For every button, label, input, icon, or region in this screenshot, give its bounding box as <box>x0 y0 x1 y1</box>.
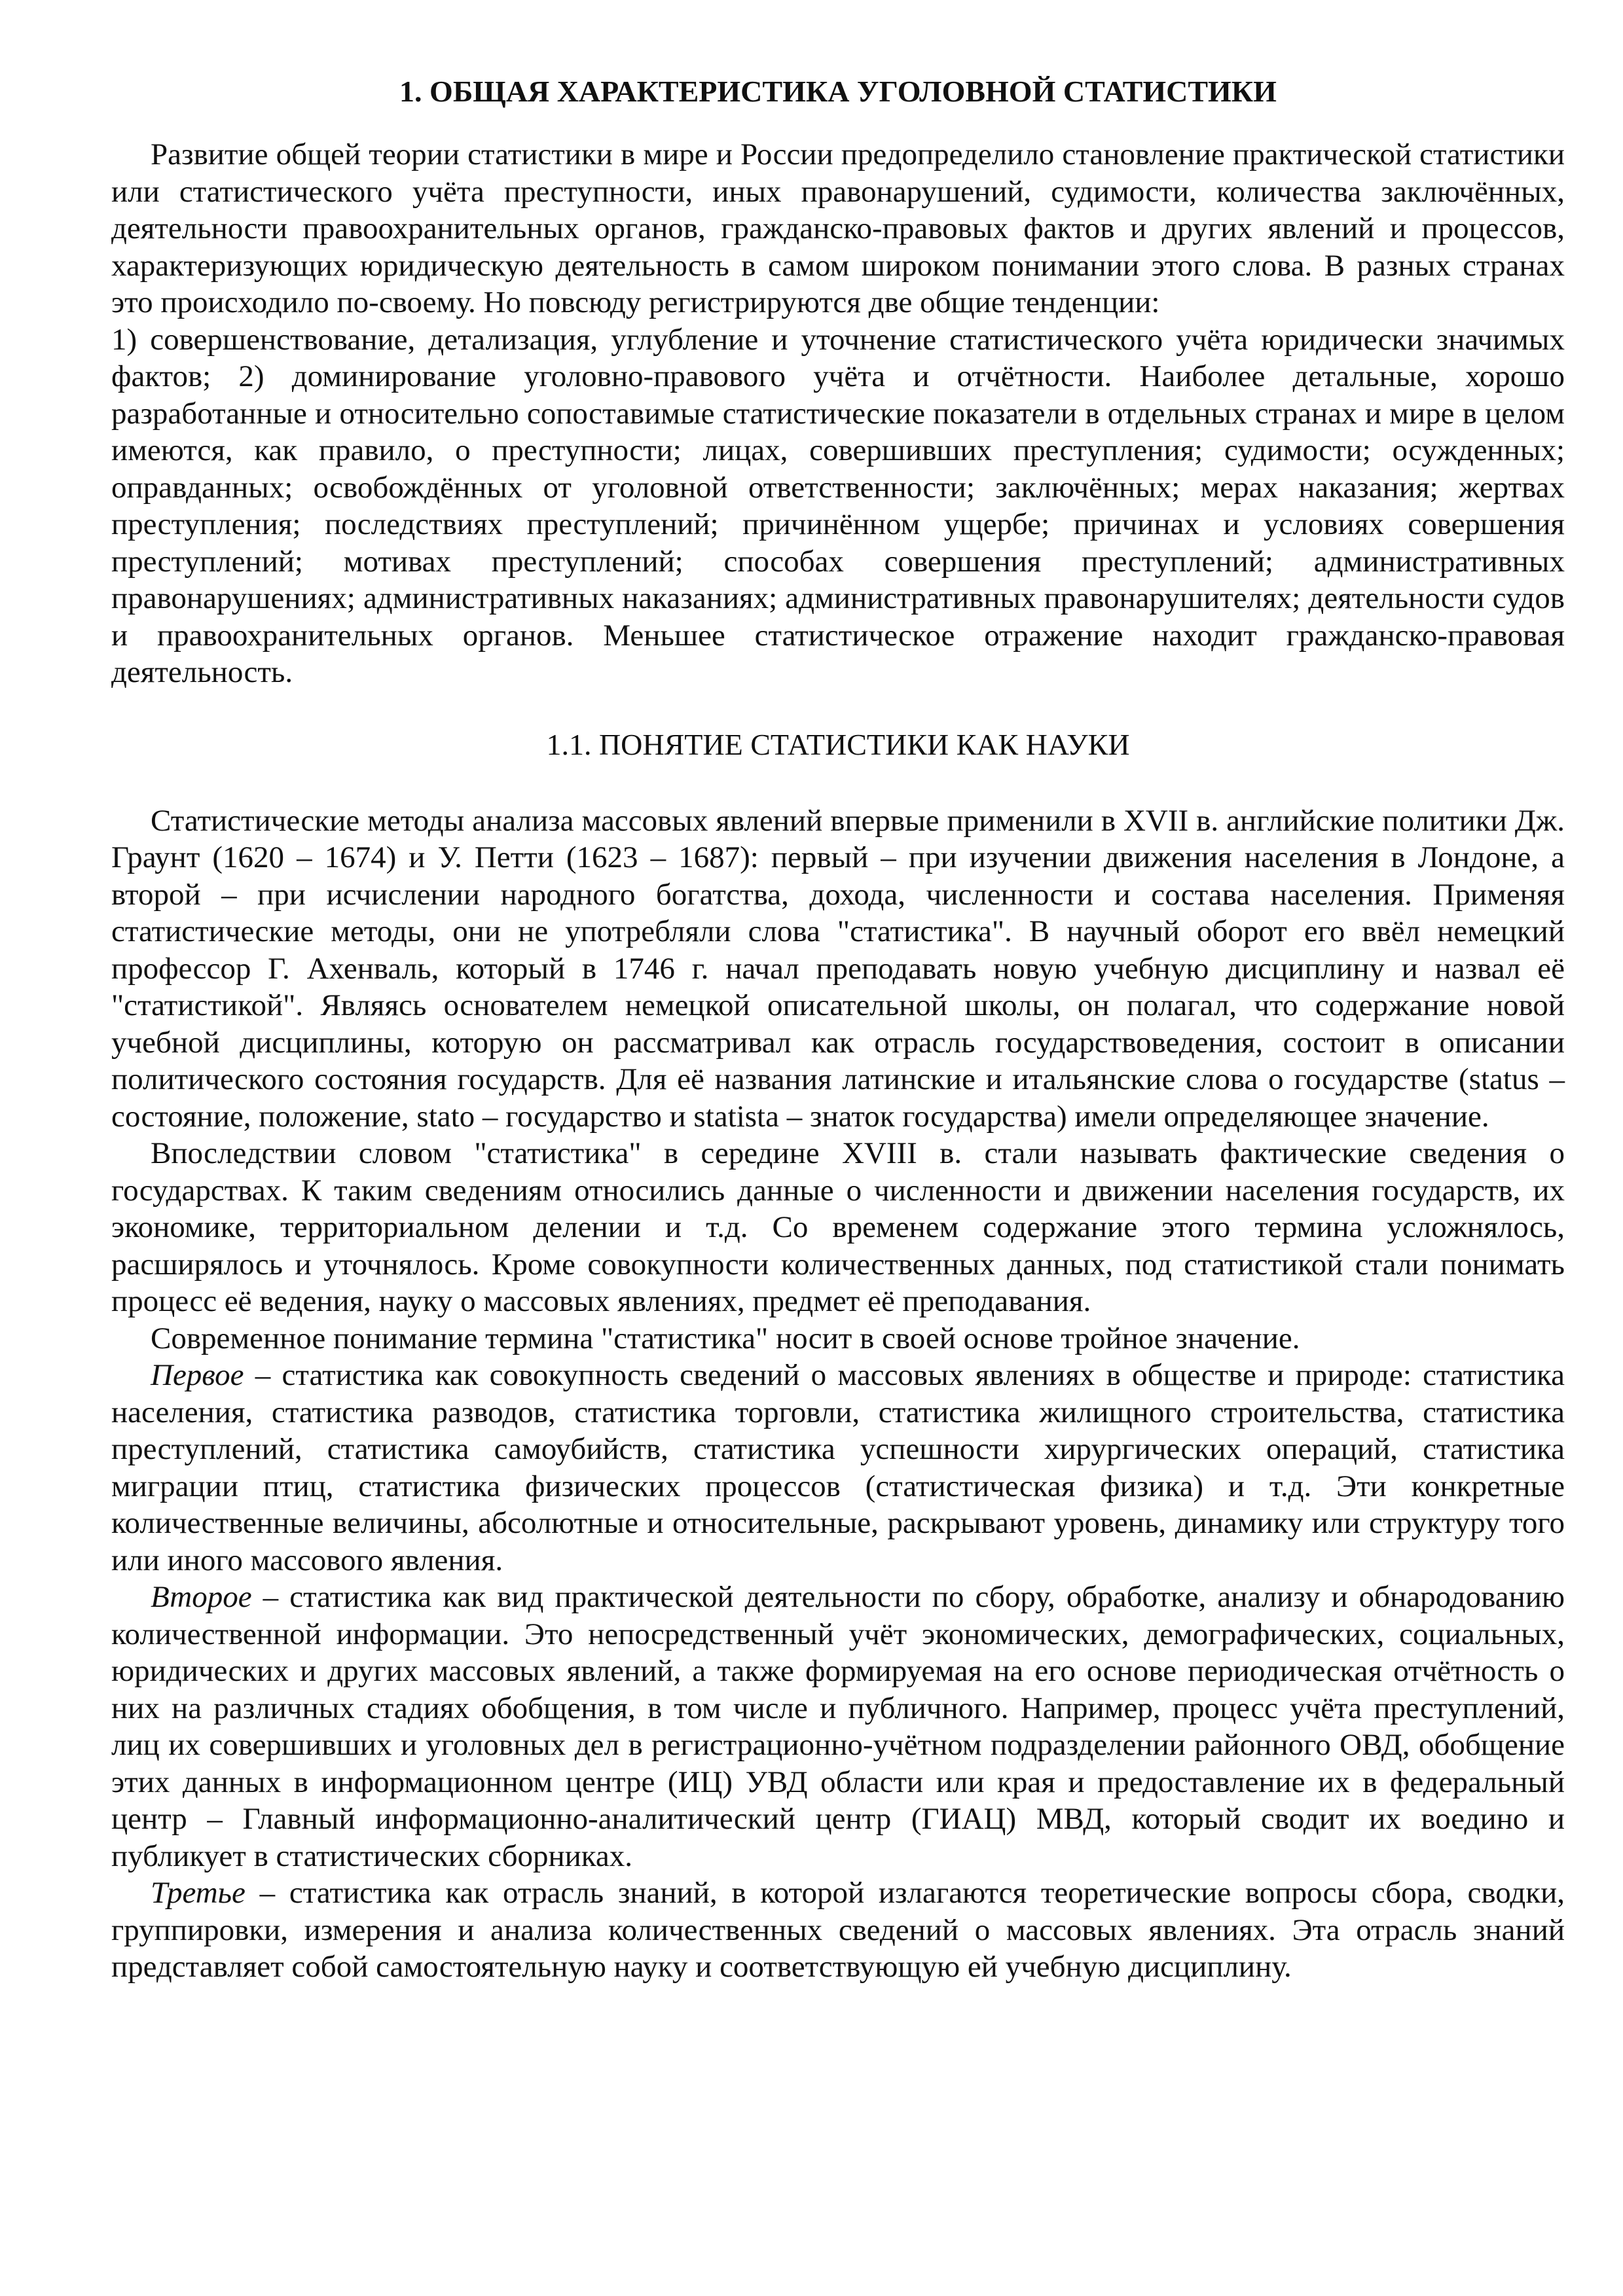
meaning-first-text: – статистика как совокупность сведений о массовых явлениях в обществе и природе: статистика населения, статистика разводов, статистика торговли, статистика жилищного строительства, статистика преступлений, статистика самоубийств, статистика успешности хирургических операций, статистика миграции птиц, статистика физических процессов (статистическая физика) и т.д. Эти конкретные количественные величины, абсолютные и относительные, раскрывают уровень, динамику или структуру того или иного массового явления. <box>111 1358 1565 1577</box>
section-paragraph-1: Статистические методы анализа массовых явлений впервые применили в XVII в. английские политики Дж. Граунт (1620 – 1674) и У. Петти (1623 – 1687): первый – при изучении движения населения в Лондоне, а второй – при исчислении народного богатства, дохода, численности и состава населения. Применяя статистические методы, они не употребляли слова "статистика". В научный оборот его ввёл немецкий профессор Г. Ахенваль, который в 1746 г. начал преподавать новую учебную дисциплину и назвал её "статистикой". Являясь основателем немецкой описательной школы, он полагал, что содержание новой учебной дисциплины, которую он рассматривал как отрасль государствоведения, состоит в описании политического состояния государств. Для её названия латинские и итальянские слова о государстве (status – состояние, положение, stato – государство и statista – знаток государства) имели определяющее значение. <box>111 803 1565 1134</box>
meaning-second-label: Второе <box>151 1580 252 1614</box>
chapter-title: 1. ОБЩАЯ ХАРАКТЕРИСТИКА УГОЛОВНОЙ СТАТИСТИКИ <box>399 75 1277 108</box>
section-paragraph-3: Современное понимание термина "статистика" носит в своей основе тройное значение. <box>151 1321 1300 1355</box>
document-page <box>111 72 1565 1986</box>
intro-paragraph-1: Развитие общей теории статистики в мире и России предопределило становление практической статистики или статистического учёта преступности, иных правонарушений, судимости, количества заключённых, деятельности правоохранительных органов, гражданско-правовых фактов и других явлений и процессов, характеризующих юридическую деятельность в самом широком понимании этого слова. В разных странах это происходило по-своему. Но повсюду регистрируются две общие тенденции: <box>111 137 1565 319</box>
meaning-second-text: – статистика как вид практической деятельности по сбору, обработке, анализу и обнародованию количественной информации. Это непосредственный учёт экономических, демографических, социальных, юридических и других массовых явлений, а также формируемая на его основе периодическая отчётность о них на различных стадиях обобщения, в том числе и публичного. Например, процесс учёта преступлений, лиц их совершивших и уголовных дел в регистрационно-учётном подразделении районного ОВД, обобщение этих данных в информационном центре (ИЦ) УВД области или края и предоставление их в федеральный центр – Главный информационно-аналитический центр (ГИАЦ) МВД, который сводит их воедино и публикует в статистических сборниках. <box>111 1580 1565 1873</box>
meaning-third-text: – статистика как отрасль знаний, в которой излагаются теоретические вопросы сбора, сводки, группировки, измерения и анализа количественных сведений о массовых явлениях. Эта отрасль знаний представляет собой самостоятельную науку и соответствующую ей учебную дисциплину. <box>111 1876 1565 1984</box>
meaning-third-paragraph <box>111 1874 1565 1986</box>
meaning-third-label: Третье <box>151 1876 246 1910</box>
meaning-first-label: Первое <box>151 1358 244 1392</box>
intro-paragraph-2: 1) совершенствование, детализация, углубление и уточнение статистического учёта юридически значимых фактов; 2) доминирование уголовно-правового учёта и отчётности. Наиболее детальные, хорошо разработанные и относительно сопоставимые статистические показатели в отдельных странах и мире в целом имеются, как правило, о преступности; лицах, совершивших преступления; судимости; осужденных; оправданных; освобождённых от уголовной ответственности; заключённых; мерах наказания; жертвах преступления; последствиях преступлений; причинённом ущербе; причинах и условиях совершения преступлений; мотивах преступлений; способах совершения преступлений; административных правонарушениях; административных наказаниях; административных правонарушителях; деятельности судов и правоохранительных органов. Меньшее статистическое отражение находит гражданско-правовая деятельность. <box>111 322 1565 689</box>
section-title: 1.1. ПОНЯТИЕ СТАТИСТИКИ КАК НАУКИ <box>546 727 1130 761</box>
meaning-second-paragraph <box>111 1579 1565 1874</box>
meaning-first-paragraph <box>111 1357 1565 1579</box>
section-paragraph-2: Впоследствии словом "статистика" в середине XVIII в. стали называть фактические сведения о государствах. К таким сведениям относились данные о численности и движении населения государств, их экономике, территориальном делении и т.д. Со временем содержание этого термина усложнялось, расширялось и уточнялось. Кроме совокупности количественных данных, под статистикой стали понимать процесс её ведения, науку о массовых явлениях, предмет её преподавания. <box>111 1136 1565 1318</box>
